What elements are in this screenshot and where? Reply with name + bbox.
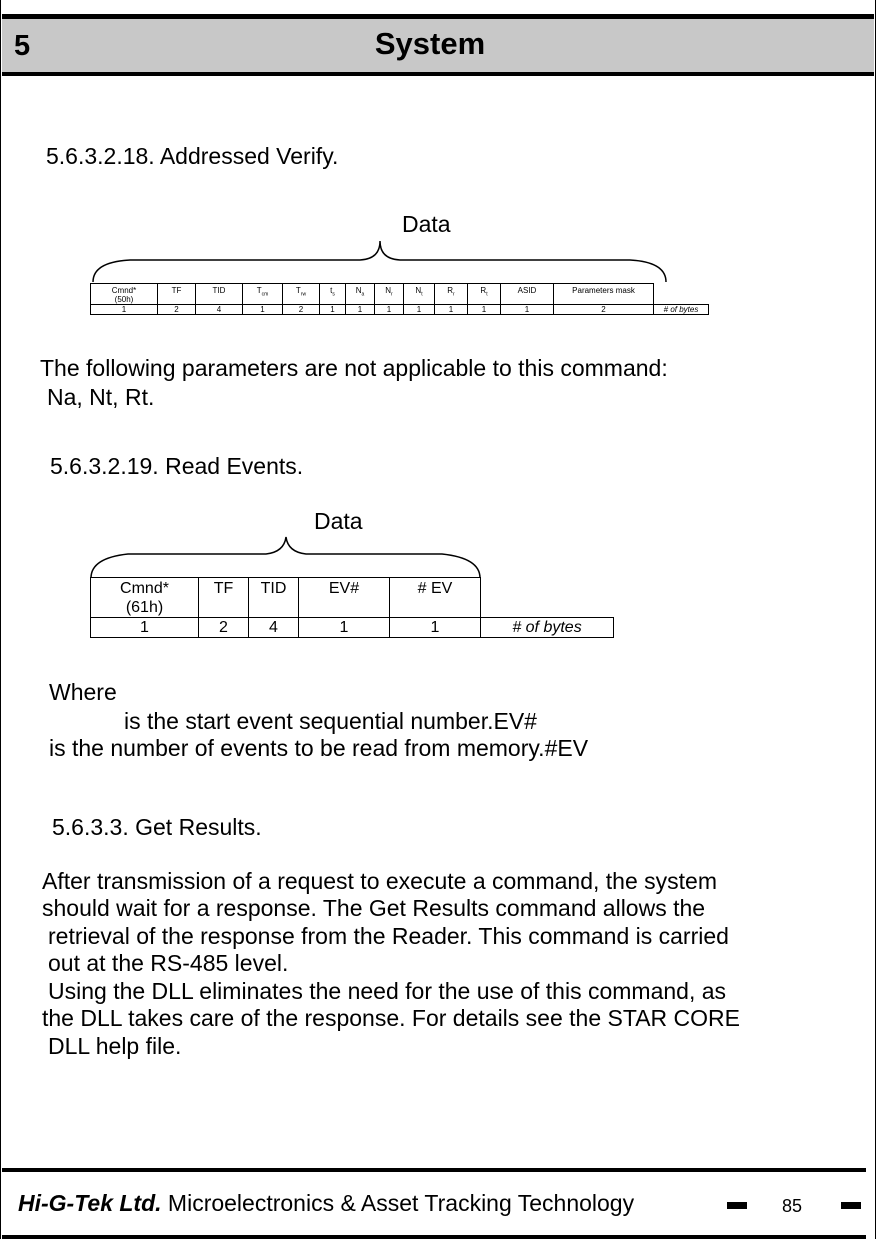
byte-count: 1 [375,305,404,315]
field-tf: TF [158,284,196,305]
field-tid: TID [249,578,299,618]
field-nt: $N_t$ [404,284,435,305]
data-brace [90,238,670,284]
byte-count: 4 [196,305,243,315]
data-brace [88,534,484,580]
empty-cell [654,284,709,305]
field-ev-number: EV# [299,578,390,618]
field-rt: $R_t$ [468,284,501,305]
byte-count: 2 [554,305,654,315]
field-tcm: $T_{cm}$ [243,284,283,305]
bytes-unit-label: # of bytes [654,305,709,315]
byte-count: 2 [283,305,320,315]
chapter-title: System [374,26,486,61]
byte-count: 2 [158,305,196,315]
not-applicable-note: The following parameters are not applicable to this command: [40,355,668,381]
data-brace-label: Data [402,211,451,237]
read-events-command-table [90,577,614,638]
paragraph-line: retrieval of the response from the Reader. This command is carried [48,923,729,949]
byte-count: 1 [320,305,346,315]
byte-count: 1 [390,618,481,638]
where-num-ev-description: is the number of events to be read from memory.#EV [49,735,589,761]
byte-count: 1 [435,305,468,315]
byte-count: 1 [91,618,199,638]
footer-text [18,1190,634,1217]
field-na: $N_a$ [346,284,375,305]
footer-rule-top [2,1168,866,1172]
byte-count: 1 [299,618,390,638]
byte-count: 1 [404,305,435,315]
paragraph-line: DLL help file. [48,1033,182,1059]
empty-cell [481,578,614,618]
paragraph-line: should wait for a response. The Get Results command allows the [42,895,706,921]
byte-count: 1 [501,305,554,315]
section-heading-addressed-verify: 5.6.3.2.18. Addressed Verify. [46,143,339,169]
data-brace-label: Data [314,508,363,534]
footer-rule-bottom [2,1235,866,1239]
page-number-dash-left [727,1202,747,1209]
paragraph-line: After transmission of a request to execute a command, the system [42,868,717,894]
paragraph-line: out at the RS-485 level. [48,950,289,976]
field-ts: $t_s$ [320,284,346,305]
field-parameters-mask: Parameters mask [554,284,654,305]
field-tf: TF [199,578,249,618]
field-tid: TID [196,284,243,305]
chapter-number: 5 [14,30,31,62]
field-nr: $N_r$ [375,284,404,305]
field-cmnd: Cmnd* (50h) [91,284,158,305]
field-number-of-events: # EV [390,578,481,618]
footer-tagline: Microelectronics & Asset Tracking Technology [167,1190,635,1216]
where-label: Where [49,679,117,705]
field-rr: $R_r$ [435,284,468,305]
not-applicable-params: Na, Nt, Rt. [47,384,155,410]
field-cmnd: Cmnd* (61h) [91,578,199,618]
paragraph-line: Using the DLL eliminates the need for the use of this command, as [48,978,727,1004]
byte-count: 1 [91,305,158,315]
byte-count: 2 [199,618,249,638]
field-trw: $T_{rw}$ [283,284,320,305]
where-ev-description: is the start event sequential number.EV# [124,708,537,734]
footer-company: Hi-G-Tek Ltd. [18,1190,162,1216]
section-heading-read-events: 5.6.3.2.19. Read Events. [50,453,304,479]
paragraph-line: the DLL takes care of the response. For details see the STAR CORE [42,1005,740,1031]
byte-count: 1 [243,305,283,315]
byte-count: 4 [249,618,299,638]
addressed-verify-command-table [90,283,709,315]
field-asid: ASID [501,284,554,305]
section-heading-get-results: 5.6.3.3. Get Results. [52,814,262,840]
page-number: 85 [782,1196,803,1216]
byte-count: 1 [346,305,375,315]
page-number-dash-right [841,1202,861,1209]
byte-count: 1 [468,305,501,315]
bytes-unit-label: # of bytes [481,618,614,638]
